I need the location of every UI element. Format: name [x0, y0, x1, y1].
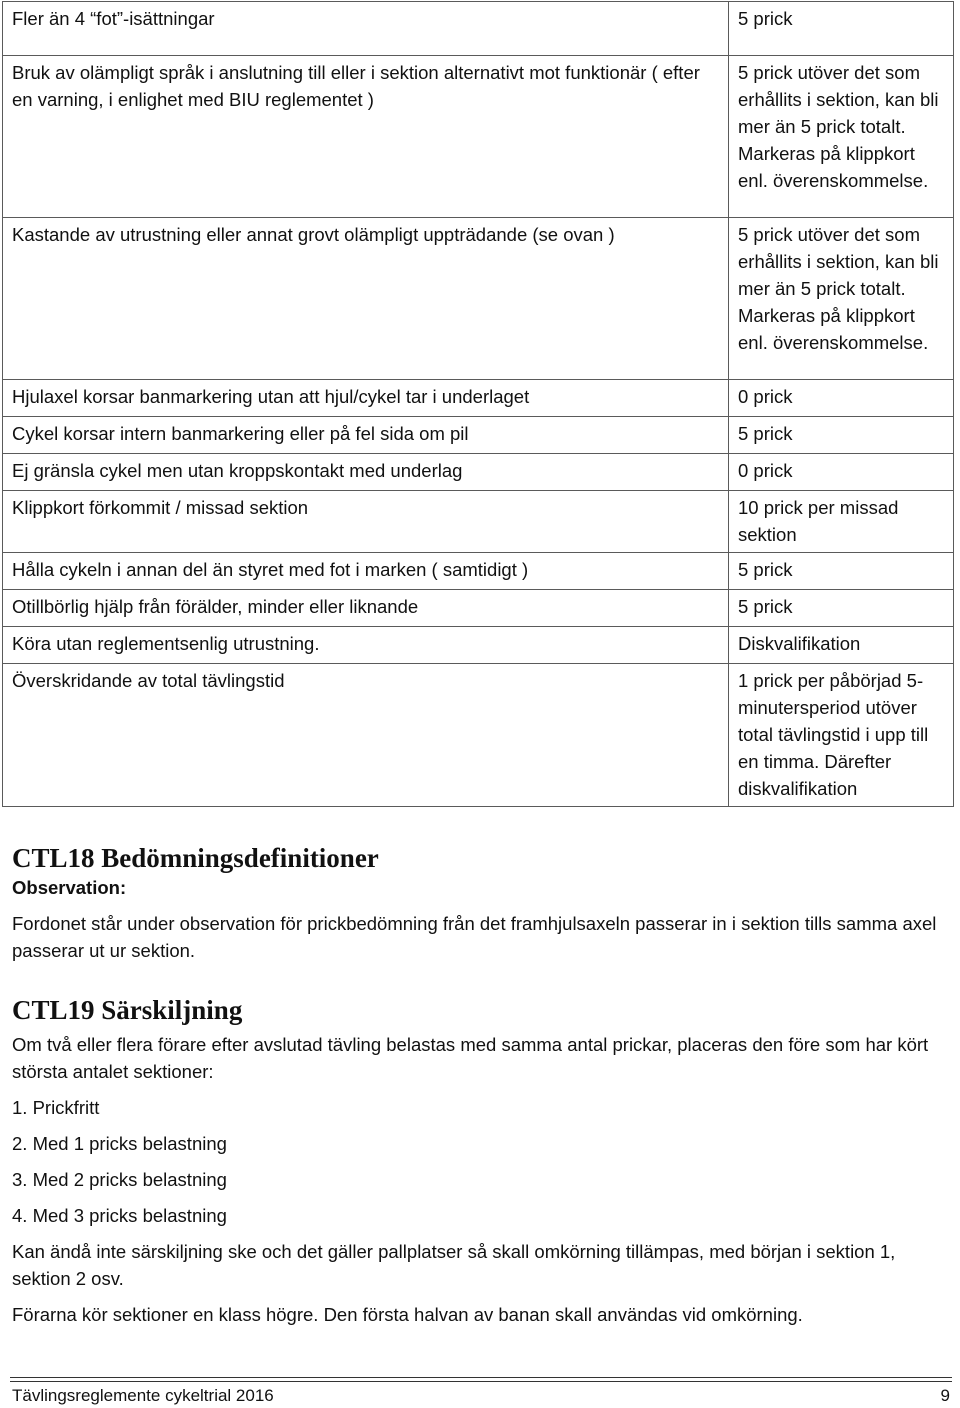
penalty-cell: 5 prick utöver det som erhållits i sektion, kan bli mer än 5 prick totalt. Markeras på klippkort enl. överenskommelse. [729, 218, 954, 380]
table-row [3, 553, 954, 590]
rule-cell: Cykel korsar intern banmarkering eller på fel sida om pil [3, 417, 729, 454]
table-row [3, 491, 954, 553]
table-row [3, 417, 954, 454]
penalty-cell: 5 prick utöver det som erhållits i sektion, kan bli mer än 5 prick totalt. Markeras på klippkort enl. överenskommelse. [729, 56, 954, 218]
table-row [3, 664, 954, 807]
penalty-cell: 5 prick [729, 417, 954, 454]
page-number: 9 [940, 1386, 950, 1405]
penalty-cell: 5 prick [729, 590, 954, 627]
table-row [3, 590, 954, 627]
list-item: 3. Med 2 pricks belastning [12, 1169, 227, 1190]
rule-cell: Ej gränsla cykel men utan kroppskontakt med underlag [3, 454, 729, 491]
rule-cell: Klippkort förkommit / missad sektion [3, 491, 729, 553]
rule-cell: Bruk av olämpligt språk i anslutning till eller i sektion alternativt mot funktionär ( efter en varning, i enlighet med BIU reglementet ) [3, 56, 729, 218]
ctl18-text: Fordonet står under observation för prickbedömning från det framhjulsaxeln passerar in i sektion tills samma axel passerar ut ur sektion. [12, 913, 937, 961]
table-row [3, 218, 954, 380]
rule-cell: Hjulaxel korsar banmarkering utan att hjul/cykel tar i underlaget [3, 380, 729, 417]
list-item: 4. Med 3 pricks belastning [12, 1205, 227, 1226]
ctl18-heading: CTL18 Bedömningsdefinitioner [12, 843, 379, 873]
penalty-cell: 0 prick [729, 380, 954, 417]
ctl19-section [12, 994, 942, 1328]
penalty-cell: 5 prick [729, 553, 954, 590]
table-row [3, 454, 954, 491]
footer-divider [10, 1381, 952, 1382]
ctl19-note: Kan ändå inte särskiljning ske och det gäller pallplatser så skall omkörning tillämpas, med början i sektion 1, sektion 2 osv. [12, 1241, 896, 1289]
rule-cell: Hålla cykeln i annan del än styret med fot i marken ( samtidigt ) [3, 553, 729, 590]
penalty-cell: 0 prick [729, 454, 954, 491]
footer-title: Tävlingsreglemente cykeltrial 2016 [12, 1386, 274, 1405]
rule-cell: Köra utan reglementsenlig utrustning. [3, 627, 729, 664]
table-row [3, 2, 954, 56]
rule-cell: Kastande av utrustning eller annat grovt olämpligt uppträdande (se ovan ) [3, 218, 729, 380]
rule-cell: Överskridande av total tävlingstid [3, 664, 729, 807]
list-item: 1. Prickfritt [12, 1097, 100, 1118]
penalty-table [2, 1, 954, 807]
table-row [3, 380, 954, 417]
rule-cell: Otillbörlig hjälp från förälder, minder eller liknande [3, 590, 729, 627]
ctl18-subheading: Observation: [12, 877, 127, 898]
table-row [3, 56, 954, 218]
footer-divider [10, 1377, 952, 1378]
penalty-cell: 10 prick per missad sektion [729, 491, 954, 553]
ctl19-final: Förarna kör sektioner en klass högre. Den första halvan av banan skall användas vid omkörning. [12, 1304, 803, 1325]
list-item: 2. Med 1 pricks belastning [12, 1133, 227, 1154]
ctl19-intro: Om två eller flera förare efter avslutad tävling belastas med samma antal prickar, placeras den före som har kört största antalet sektioner: [12, 1034, 929, 1082]
penalty-cell: 1 prick per påbörjad 5-minutersperiod utöver total tävlingstid i upp till en timma. Därefter diskvalifikation [729, 664, 954, 807]
table-row [3, 627, 954, 664]
penalty-cell: 5 prick [729, 2, 954, 56]
ctl19-heading: CTL19 Särskiljning [12, 995, 243, 1025]
ctl18-section [12, 842, 942, 964]
rule-cell: Fler än 4 “fot”-isättningar [3, 2, 729, 56]
penalty-cell: Diskvalifikation [729, 627, 954, 664]
